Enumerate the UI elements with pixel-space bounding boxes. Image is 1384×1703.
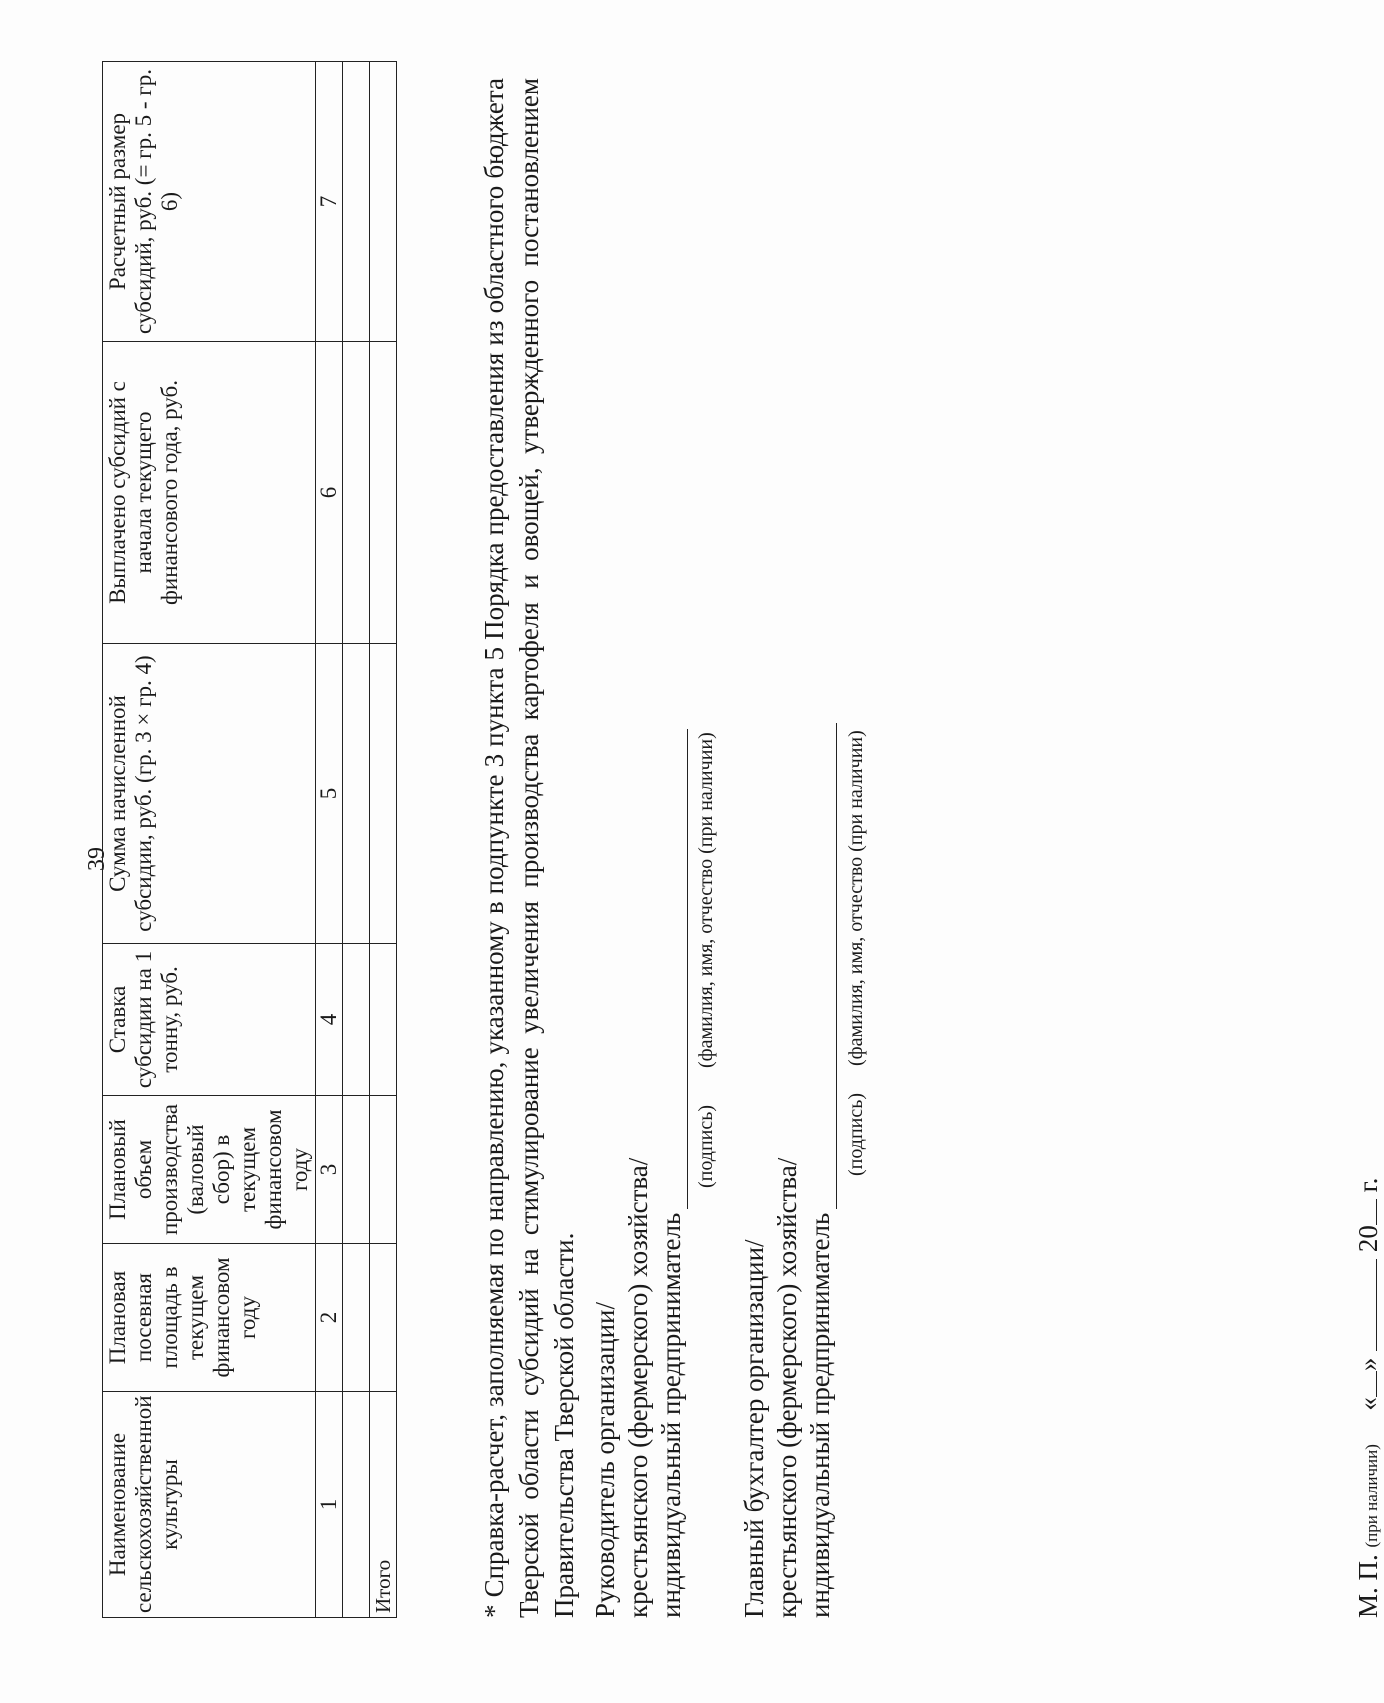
table-header-row — [103, 62, 316, 1618]
date-year-prefix: 20 — [1353, 1225, 1383, 1253]
date-day-field[interactable] — [1352, 1371, 1377, 1397]
header-cell: Плановая посевная площадь в текущем финансовом году — [103, 1244, 316, 1392]
accountant-sign-caption: (подпись) — [845, 1092, 867, 1176]
table-cell — [343, 1096, 370, 1244]
table-row — [343, 62, 370, 1618]
header-cell: Выплачено субсидий с начала текущего финансового года, руб. — [103, 342, 316, 644]
date-close-quote: » — [1353, 1357, 1383, 1372]
table-cell — [343, 62, 370, 342]
table-cell — [343, 1244, 370, 1392]
table-cell — [370, 644, 397, 944]
accountant-signature-block — [738, 718, 837, 1618]
table-cell — [343, 644, 370, 944]
header-cell: Плановый объем производства (валовый сбор) в текущем финансовом году — [103, 1096, 316, 1244]
column-number: 1 — [316, 1392, 343, 1618]
stamp-label: М. П. — [1353, 1554, 1383, 1618]
head-title-line: крестьянского (фермерского) хозяйства/ — [623, 1157, 653, 1618]
accountant-signature-field[interactable] — [810, 723, 837, 1209]
table-cell — [370, 944, 397, 1096]
table-cell — [343, 342, 370, 644]
head-signature-block — [589, 718, 688, 1618]
table-cell — [343, 944, 370, 1096]
date-open-quote: « — [1353, 1397, 1383, 1411]
date-month-field[interactable] — [1352, 1259, 1377, 1351]
table-cell — [370, 1244, 397, 1392]
page-number: 39 — [84, 847, 110, 871]
head-signature-field[interactable] — [661, 729, 688, 1209]
head-name-caption: (фамилия, имя, отчество (при наличии) — [695, 732, 717, 1068]
footnote: * Справка-расчет, заполняемая по направлению, указанному в подпункте 3 пункта 5 Порядка предоставления из областного бюджета Тверской области субсидий на стимулирование увеличения производства картофеля и овощей, утвержденного постановлением Правительства Тверской области. — [479, 78, 579, 1618]
total-label: Итого — [370, 1392, 397, 1618]
column-number: 2 — [316, 1244, 343, 1392]
head-title-line: индивидуальный предприниматель — [656, 1212, 686, 1618]
head-title-line: Руководитель организации/ — [590, 1301, 620, 1618]
header-cell: Наименование сельскохозяйственной культуры — [103, 1392, 316, 1618]
header-cell: Ставка субсидии на 1 тонну, руб. — [103, 944, 316, 1096]
subsidy-calculation-table — [102, 61, 397, 1618]
table-cell — [370, 1096, 397, 1244]
accountant-name-caption: (фамилия, имя, отчество (при наличии) — [845, 730, 867, 1066]
stamp-note: (при наличии) — [1362, 1444, 1381, 1548]
table-cell — [370, 62, 397, 342]
table-cell — [343, 1392, 370, 1618]
total-row — [370, 62, 397, 1618]
column-number-row — [316, 62, 343, 1618]
header-cell: Сумма начисленной субсидии, руб. (гр. 3 × гр. 4) — [103, 644, 316, 944]
column-number: 6 — [316, 342, 343, 644]
column-number: 5 — [316, 644, 343, 944]
column-number: 7 — [316, 62, 343, 342]
table-cell — [370, 342, 397, 644]
column-number: 3 — [316, 1096, 343, 1244]
date-year-field[interactable] — [1352, 1199, 1377, 1225]
header-cell: Расчетный размер субсидий, руб. (= гр. 5 - гр. 6) — [103, 62, 316, 342]
column-number: 4 — [316, 944, 343, 1096]
date-year-suffix: г. — [1353, 1177, 1383, 1193]
accountant-title-line: Главный бухгалтер организации/ — [739, 1239, 769, 1618]
accountant-title-line: индивидуальный предприниматель — [805, 1212, 835, 1618]
head-sign-caption: (подпись) — [695, 1104, 717, 1188]
accountant-title-line: крестьянского (фермерского) хозяйства/ — [772, 1157, 802, 1618]
stamp-date-line — [1352, 1178, 1384, 1618]
